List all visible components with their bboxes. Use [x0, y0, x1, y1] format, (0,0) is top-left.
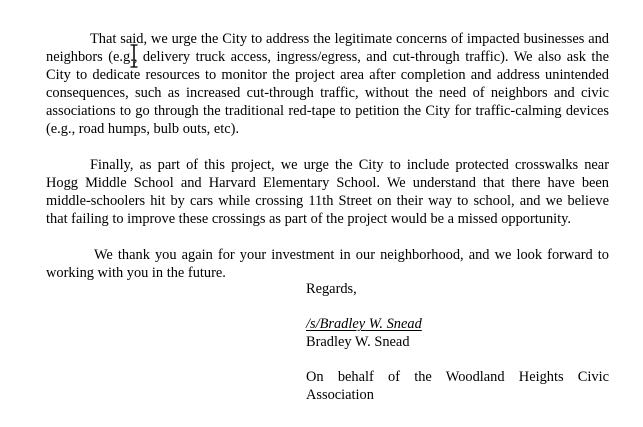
paragraph-crosswalks: Finally, as part of this project, we urge the City to include protected crosswalks near Hogg Middle School and Harvard Elementary School. We understand that there have been middle-schoolers hit by cars while crossing 11th Street on their way to school, and we believe that failing to improve these crossings as part of the project would be a missed opportunity.	[46, 157, 609, 227]
closing-salutation: Regards,	[306, 281, 357, 297]
paragraph-thanks: We thank you again for your investment in our neighborhood, and we look forward to working with you in the future.	[46, 247, 609, 281]
signature-block	[306, 280, 609, 404]
paragraph-traffic-concerns: That said, we urge the City to address the legitimate concerns of impacted businesses and neighbors (e.g., delivery truck access, ingress/egress, and cut-through traffic). We also ask the City to dedicate resources to monitor the project area after completion and address unintended consequences, such as increased cut-through traffic, without the need of neighbors and civic associations to go through the traditional red-tape to petition the City for traffic-calming devices (e.g., road humps, bulb outs, etc).	[46, 31, 609, 137]
electronic-signature-line	[306, 315, 609, 333]
text-cursor-icon	[130, 44, 138, 68]
signer-name: Bradley W. Snead	[306, 334, 410, 350]
organization-line: On behalf of the Woodland Heights Civic Association	[306, 369, 609, 403]
electronic-signature: /s/Bradley W. Snead	[306, 316, 422, 332]
